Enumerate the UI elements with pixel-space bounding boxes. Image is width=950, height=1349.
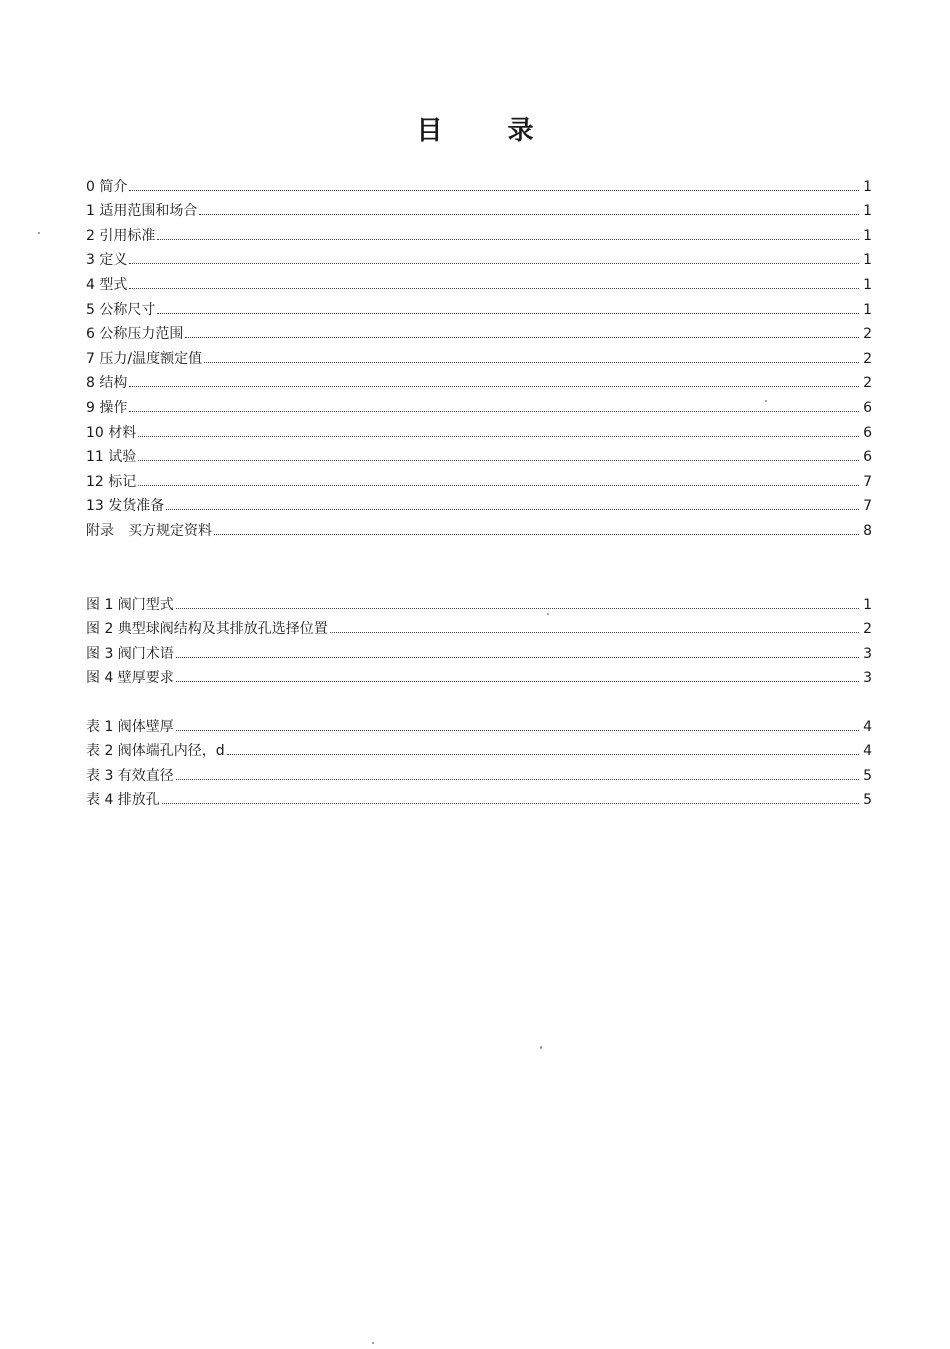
toc-entry-label: 表 4 排放孔 (86, 792, 160, 809)
toc-page-number: 1 (863, 276, 872, 293)
toc-page-number: 5 (863, 792, 872, 809)
dot-leader (214, 534, 859, 535)
toc-page-number: 6 (863, 424, 872, 441)
dot-leader (129, 190, 859, 191)
toc-section-row[interactable] (86, 465, 872, 490)
dot-leader (330, 632, 859, 633)
toc-page-number: 1 (863, 227, 872, 244)
dot-leader (227, 754, 859, 755)
toc-entry-label: 13 发货准备 (86, 498, 165, 515)
dot-leader (176, 608, 859, 609)
dot-leader (176, 681, 859, 682)
toc-page-number: 1 (863, 252, 872, 269)
toc-figure-row[interactable] (86, 662, 872, 687)
toc-page-number: 1 (863, 596, 872, 613)
toc-section-row[interactable] (86, 268, 872, 293)
toc-entry-label: 3 定义 (86, 252, 128, 269)
toc-entry-label: 图 3 阀门术语 (86, 645, 174, 662)
toc-page-number: 1 (863, 301, 872, 318)
toc-page-number: 5 (863, 767, 872, 784)
dot-leader (129, 411, 859, 412)
dot-leader (157, 239, 859, 240)
toc-page-number: 1 (863, 178, 872, 195)
toc-section-row[interactable] (86, 195, 872, 220)
dot-leader (185, 337, 859, 338)
toc-page-number: 1 (863, 203, 872, 220)
scan-speck (540, 1046, 542, 1049)
figure-list (86, 588, 872, 686)
dot-leader (138, 485, 859, 486)
scan-speck (547, 613, 549, 615)
toc-page-number: 3 (863, 670, 872, 687)
toc-section-row[interactable] (86, 244, 872, 269)
toc-entry-label: 表 2 阀体端孔内径，d (86, 743, 225, 760)
toc-table-row[interactable] (86, 735, 872, 760)
toc-section-row[interactable] (86, 318, 872, 343)
toc-entry-label: 图 1 阀门型式 (86, 596, 174, 613)
page-title: 目 录 (416, 116, 562, 146)
toc-page-number: 4 (863, 743, 872, 760)
dot-leader (157, 313, 859, 314)
section-list (86, 170, 872, 539)
toc-section-row[interactable] (86, 514, 872, 539)
toc-figure-row[interactable] (86, 588, 872, 613)
toc-entry-label: 12 标记 (86, 473, 137, 490)
scan-speck (372, 1342, 374, 1344)
toc-entry-label: 7 压力/温度额定值 (86, 350, 203, 367)
toc-entry-label: 10 材料 (86, 424, 137, 441)
dot-leader (138, 460, 859, 461)
dot-leader (166, 509, 859, 510)
dot-leader (176, 657, 859, 658)
dot-leader (129, 263, 859, 264)
toc-entry-label: 图 2 典型球阀结构及其排放孔选择位置 (86, 621, 328, 638)
toc-page-number: 8 (863, 522, 872, 539)
dot-leader (176, 779, 859, 780)
toc-section-row[interactable] (86, 490, 872, 515)
toc-page-number: 2 (863, 350, 872, 367)
toc-page-number: 2 (863, 621, 872, 638)
toc-section-row[interactable] (86, 367, 872, 392)
toc-entry-label: 附录 买方规定资料 (86, 522, 212, 539)
toc-entry-label: 8 结构 (86, 375, 128, 392)
toc-figure-row[interactable] (86, 637, 872, 662)
toc-entry-label: 表 3 有效直径 (86, 767, 174, 784)
dot-leader (138, 436, 859, 437)
scan-speck (765, 400, 767, 402)
toc-table-row[interactable] (86, 759, 872, 784)
table-list (86, 710, 872, 808)
toc-page-number: 6 (863, 399, 872, 416)
toc-page-number: 4 (863, 718, 872, 735)
toc-table-row[interactable] (86, 784, 872, 809)
toc-entry-label: 11 试验 (86, 449, 137, 466)
toc-entry-label: 图 4 壁厚要求 (86, 670, 174, 687)
dot-leader (129, 288, 859, 289)
toc-section-row[interactable] (86, 342, 872, 367)
toc-page-number: 2 (863, 375, 872, 392)
toc-entry-label: 2 引用标准 (86, 227, 156, 244)
toc-figure-row[interactable] (86, 613, 872, 638)
toc-page-number: 7 (863, 473, 872, 490)
toc-section-row[interactable] (86, 416, 872, 441)
toc-entry-label: 1 适用范围和场合 (86, 203, 198, 220)
toc-section-row[interactable] (86, 391, 872, 416)
toc-entry-label: 0 简介 (86, 178, 128, 195)
dot-leader (162, 803, 859, 804)
toc-entry-label: 6 公称压力范围 (86, 326, 184, 343)
dot-leader (129, 386, 859, 387)
toc-entry-label: 5 公称尺寸 (86, 301, 156, 318)
dot-leader (199, 214, 859, 215)
toc-page-number: 6 (863, 449, 872, 466)
toc-entry-label: 表 1 阀体壁厚 (86, 718, 174, 735)
toc-table-row[interactable] (86, 710, 872, 735)
toc-entry-label: 9 操作 (86, 399, 128, 416)
toc-entry-label: 4 型式 (86, 276, 128, 293)
dot-leader (176, 730, 859, 731)
toc-page-number: 2 (863, 326, 872, 343)
toc-page-number: 7 (863, 498, 872, 515)
scan-speck (38, 232, 40, 234)
toc-section-row[interactable] (86, 219, 872, 244)
toc-section-row[interactable] (86, 170, 872, 195)
toc-section-row[interactable] (86, 293, 872, 318)
toc-page-number: 3 (863, 645, 872, 662)
toc-section-row[interactable] (86, 441, 872, 466)
dot-leader (204, 362, 859, 363)
